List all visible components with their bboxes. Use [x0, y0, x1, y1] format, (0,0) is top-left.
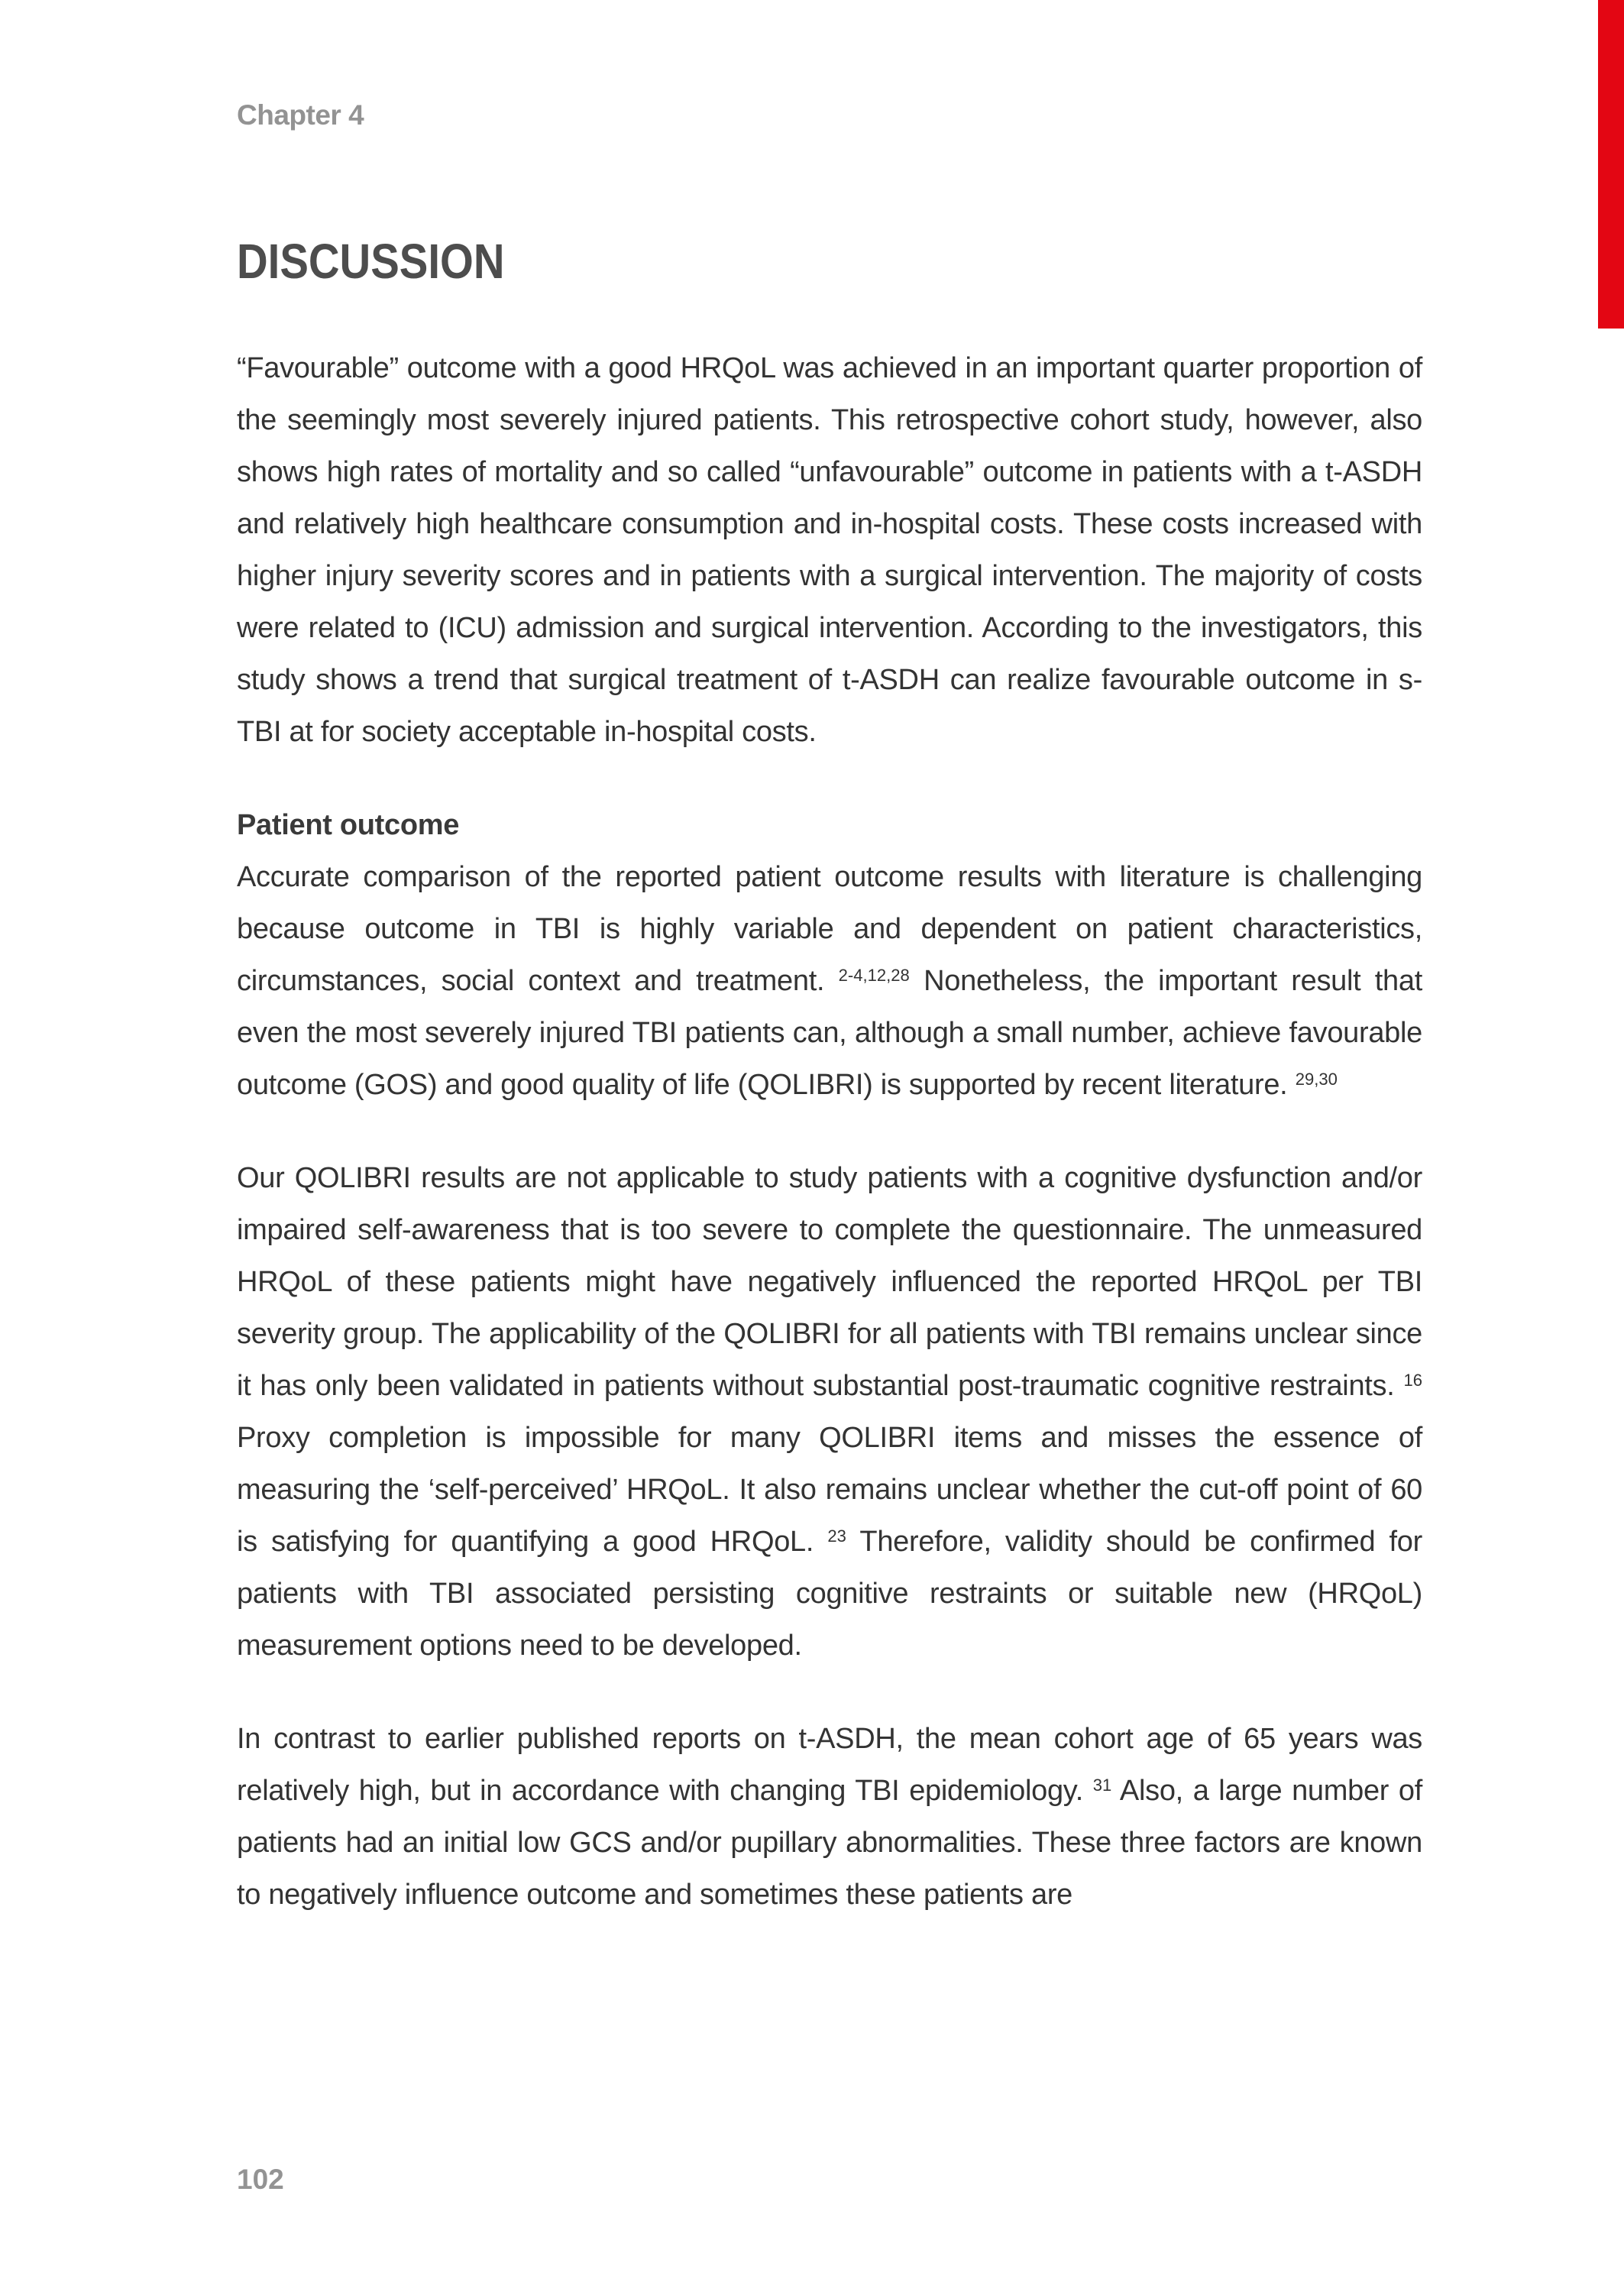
text-column	[237, 342, 1422, 1921]
subheading-patient-outcome: Patient outcome	[237, 809, 460, 841]
chapter-tab-marker	[1598, 0, 1624, 329]
contrast-paragraph: In contrast to earlier published reports on t-ASDH, the mean cohort age of 65 years was relatively high, but in accordance with changing TBI epidemiology. $^{31}$ Also, a large number of patients had an initial low GCS and/or pupillary abnormalities. These three factors are known to negatively influence outcome and sometimes these patients are	[237, 1723, 1422, 1911]
intro-paragraph: “Favourable” outcome with a good HRQoL was achieved in an important quarter proportion of the seemingly most severely injured patients. This retrospective cohort study, however, also shows high rates of mortality and so called “unfavourable” outcome in patients with a t-ASDH and relatively high healthcare consumption and in-hospital costs. These costs increased with higher injury severity scores and in patients with a surgical intervention. The majority of costs were related to (ICU) admission and surgical intervention. According to the investigators, this study shows a trend that surgical treatment of t-ASDH can realize favourable outcome in s-TBI at for society acceptable in-hospital costs.	[237, 352, 1422, 748]
qolibri-paragraph: Our QOLIBRI results are not applicable to study patients with a cognitive dysfunction and/or impaired self-awareness that is too severe to complete the questionnaire. The unmeasured HRQoL of these patients might have negatively influenced the reported HRQoL per TBI severity group. The applicability of the QOLIBRI for all patients with TBI remains unclear since it has only been validated in patients without substantial post-traumatic cognitive restraints. $^{16}$ Proxy completion is impossible for many QOLIBRI items and misses the essence of measuring the ‘self-perceived’ HRQoL. It also remains unclear whether the cut-off point of 60 is satisfying for quantifying a good HRQoL. $^{23}$ Therefore, validity should be confirmed for patients with TBI associated persisting cognitive restraints or suitable new (HRQoL) measurement options need to be developed.	[237, 1162, 1422, 1662]
running-header: Chapter 4	[237, 99, 364, 131]
patient-outcome-paragraph: Accurate comparison of the reported patient outcome results with literature is challenging because outcome in TBI is highly variable and dependent on patient characteristics, circumstances, social context and treatment. $^{2-4,12,28}$ Nonetheless, the important result that even the most severely injured TBI patients can, although a small number, achieve favourable outcome (GOS) and good quality of life (QOLIBRI) is supported by recent literature. $^{29,30}$	[237, 861, 1422, 1101]
page-title: DISCUSSION	[237, 234, 505, 289]
page-number: 102	[237, 2164, 284, 2195]
